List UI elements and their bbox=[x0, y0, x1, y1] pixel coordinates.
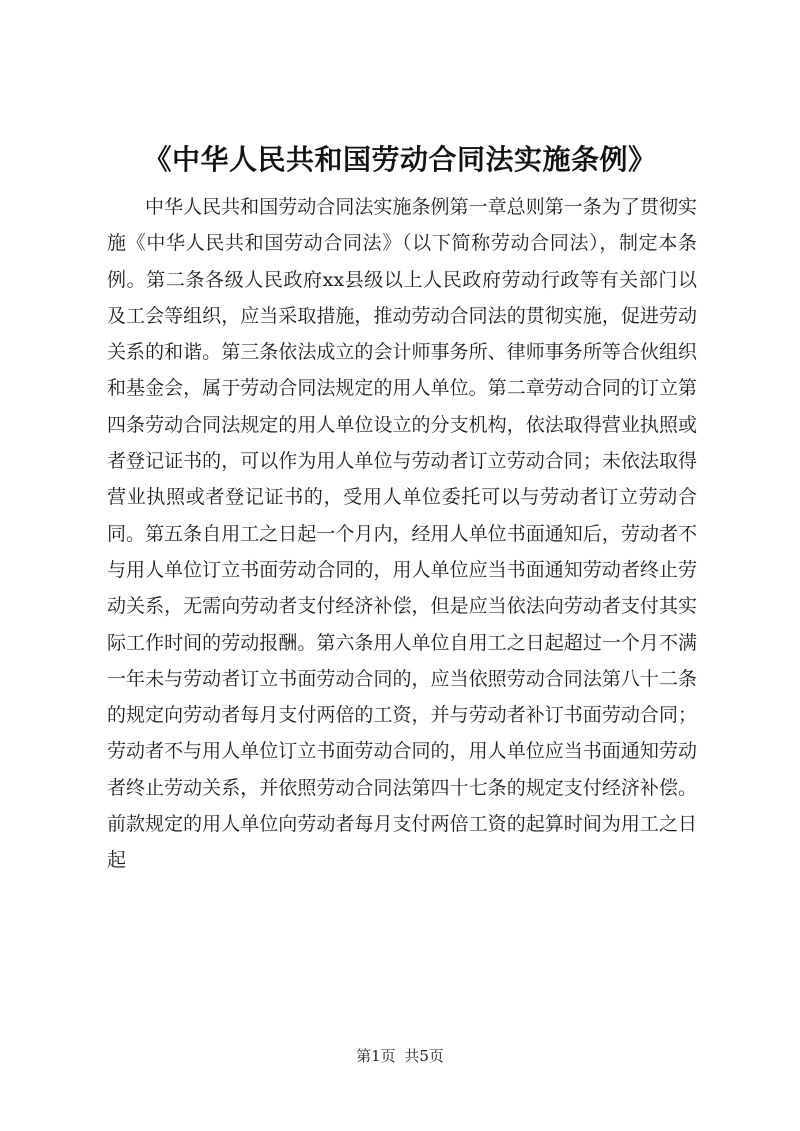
page-number-total: 共5页 bbox=[404, 1047, 444, 1065]
page-number-current: 第1页 bbox=[356, 1047, 396, 1065]
document-body-paragraph: 中华人民共和国劳动合同法实施条例第一章总则第一条为了贯彻实施《中华人民共和国劳动合同法》（以下简称劳动合同法），制定本条例。第二条各级人民政府xx县级以上人民政府劳动行政等有关部门以及工会等组织，应当采取措施，推动劳动合同法的贯彻实施，促进劳动关系的和谐。第三条依法成立的会计师事务所、律师事务所等合伙组织和基金会，属于劳动合同法规定的用人单位。第二章劳动合同的订立第四条劳动合同法规定的用人单位设立的分支机构，依法取得营业执照或者登记证书的，可以作为用人单位与劳动者订立劳动合同；未依法取得营业执照或者登记证书的，受用人单位委托可以与劳动者订立劳动合同。第五条自用工之日起一个月内，经用人单位书面通知后，劳动者不与用人单位订立书面劳动合同的，用人单位应当书面通知劳动者终止劳动关系，无需向劳动者支付经济补偿，但是应当依法向劳动者支付其实际工作时间的劳动报酬。第六条用人单位自用工之日起超过一个月不满一年未与劳动者订立书面劳动合同的，应当依照劳动合同法第八十二条的规定向劳动者每月支付两倍的工资，并与劳动者补订书面劳动合同；劳动者不与用人单位订立书面劳动合同的，用人单位应当书面通知劳动者终止劳动关系，并依照劳动合同法第四十七条的规定支付经济补偿。前款规定的用人单位向劳动者每月支付两倍工资的起算时间为用工之日起 bbox=[107, 196, 697, 872]
page-footer bbox=[0, 1046, 800, 1066]
document-title: 《中华人民共和国劳动合同法实施条例》 bbox=[143, 143, 657, 176]
